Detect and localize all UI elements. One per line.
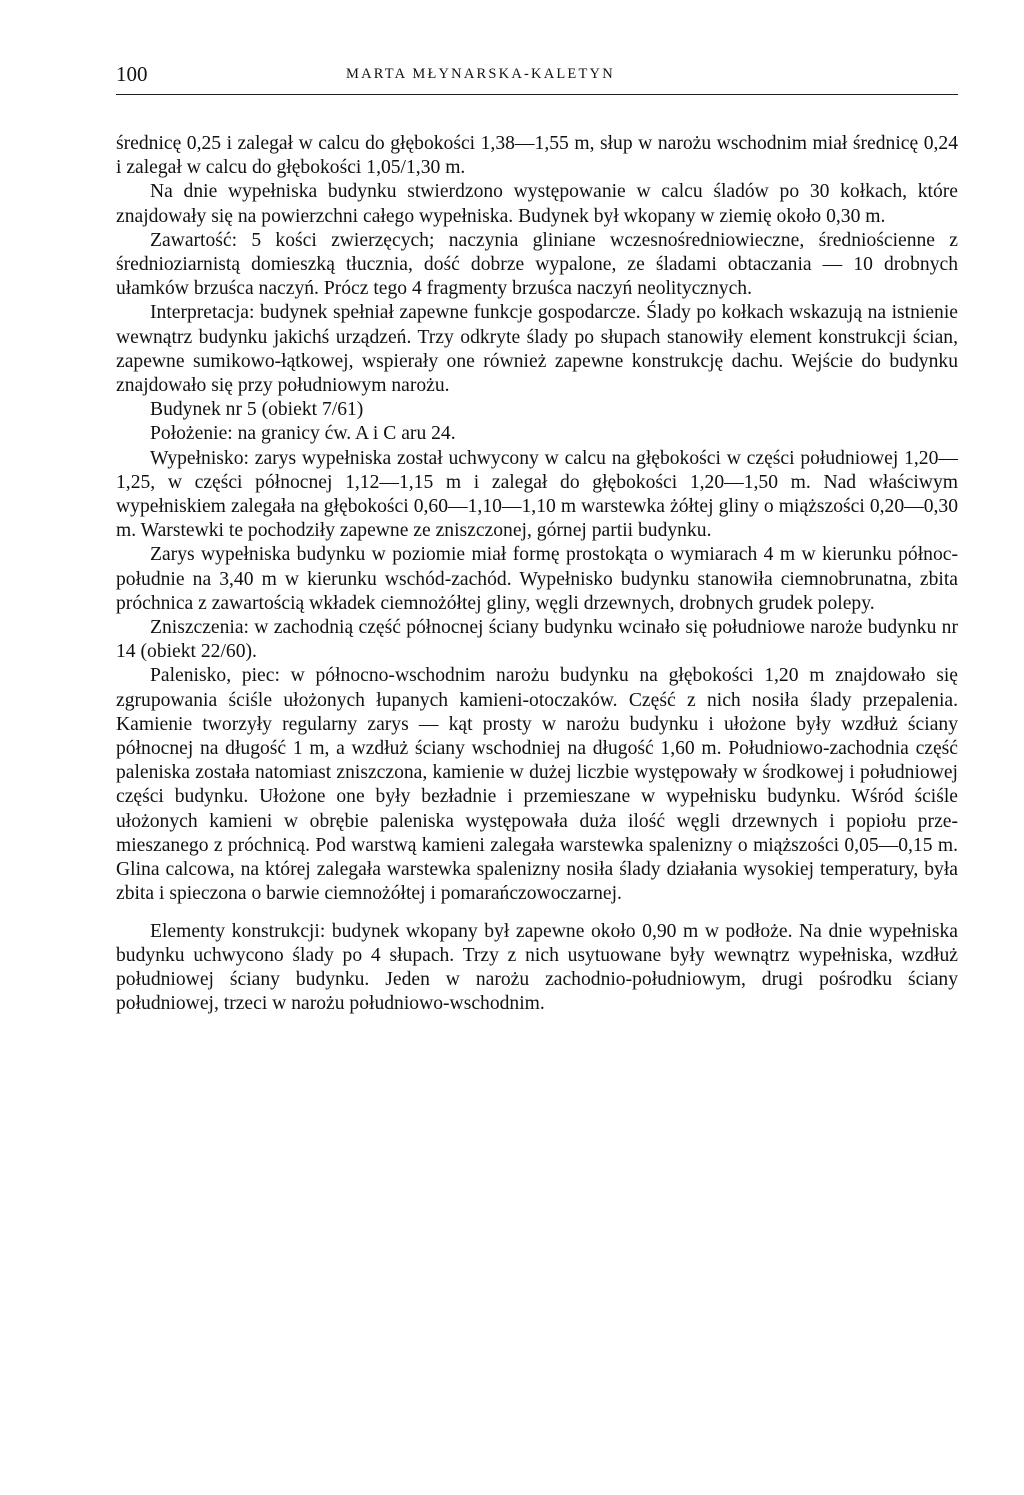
- paragraph-damage: Zniszczenia: w zachodnią część północnej ściany budynku wcinało się południowe naroże budynku nr 14 (obiekt 22/60).: [116, 617, 958, 663]
- page-header: [116, 58, 958, 95]
- paragraph-construction: Elementy konstrukcji: budynek wkopany był zapewne około 0,90 m w podłoże. Na dnie wypełniska budynku uchwycono ślady po 4 słupach. Trzy z nich usytuowane były wewnątrz wypełniska, wzdłuż południowej ściany budynku. Jeden w narożu zachodnio-południowym, drugi pośrodku ściany południowej, trzeci w narożu południowo-wschodnim.: [116, 920, 958, 1015]
- building-heading: Budynek nr 5 (obiekt 7/61): [150, 399, 364, 421]
- paragraph-location: Położenie: na granicy ćw. A i C aru 24.: [150, 423, 456, 445]
- body-text: [116, 132, 958, 1016]
- page-number: 100: [116, 62, 148, 86]
- paragraph-continuation: średnicę 0,25 i zalegał w calcu do głębokości 1,38—1,55 m, słup w narożu wschodnim miał średnicę 0,24 i zalegał w calcu do głębokości 1,05/1,30 m.: [116, 133, 958, 179]
- paragraph-pegs: Na dnie wypełniska budynku stwierdzono występowanie w calcu śladów po 30 kołkach, które znajdowały się na powierzchni całego wypełniska. Budynek był wkopany w ziemię około 0,30 m.: [116, 181, 958, 227]
- running-head: MARTA MŁYNARSKA-KALETYN: [346, 66, 615, 82]
- document-page: [116, 58, 958, 1016]
- paragraph-fill: Wypełnisko: zarys wypełniska został uchwycony w calcu na głębokości w części południowej 1,20—1,25, w części północnej 1,12—1,15 m i zalegał do głębokości 1,20—1,50 m. Nad właściwym wypełniskiem zalegała na głębokości 0,60—1,10—1,10 m warstewka żółtej gliny o miąższości 0,20—0,30 m. Warstewki te pochodziły zapewne ze zniszczonej, górnej partii budynku.: [116, 447, 958, 542]
- paragraph-contents: Zawartość: 5 kości zwierzęcych; naczynia gliniane wczesnośredniowieczne, średniościenne z średnioziarnistą domieszką tłucznia, dość dobrze wypalone, ze śladami obtaczania — 10 drobnych ułamków brzuśca naczyń. Prócz tego 4 fragmenty brzuśca naczyń neolitycznych.: [116, 229, 958, 300]
- paragraph-interpretation: Interpretacja: budynek spełniał zapewne funkcje gospodarcze. Ślady po kołkach wskazują na istnienie wewnątrz budynku jakichś urządzeń. Trzy odkryte ślady po słupach stanowiły element konstrukcji ścian, zapewne sumikowo-łątkowej, wspierały one również zapewne konstrukcję dachu. Wejście do budynku znajdowało się przy południowym narożu.: [116, 302, 958, 397]
- paragraph-hearth: Palenisko, piec: w północno-wschodnim narożu budynku na głębokości 1,20 m znajdowało się zgrupowania ściśle ułożonych łupanych kamieni-otoczaków. Część z nich nosiła ślady przepalenia. Kamienie tworzyły regularny zarys — kąt prosty w narożu budynku i ułożone były wzdłuż ściany północnej na długość 1 m, a wzdłuż ściany wschodniej na długość 1,60 m. Południowo-zachodnia część paleniska została natomiast zniszczona, kamienie w dużej liczbie występowały w środkowej i południowej części budynku. Ułożone one były bezładnie i przemieszane w wypełnisku budynku. Wśród ściśle ułożonych kamieni w obrębie paleniska występowała duża ilość węgli drzewnych i popiołu przemieszanego z próchnicą. Pod warstwą kamieni zalegała warstewka spalenizny o miąższości 0,05—0,15 m. Glina calcowa, na której zalegała warstewka spalenizny nosiła ślady działania wysokiej temperatury, była zbita i spieczona o barwie ciemnożółtej i pomarańczowoczarnej.: [116, 665, 958, 905]
- paragraph-outline: Zarys wypełniska budynku w poziomie miał formę prostokąta o wymiarach 4 m w kierunku północ-południe na 3,40 m w kierunku wschód-zachód. Wypełnisko budynku stanowiła ciemnobrunatna, zbita próchnica z zawartością wkładek ciemnożółtej gliny, węgli drzewnych, drobnych grudek polepy.: [116, 544, 958, 614]
